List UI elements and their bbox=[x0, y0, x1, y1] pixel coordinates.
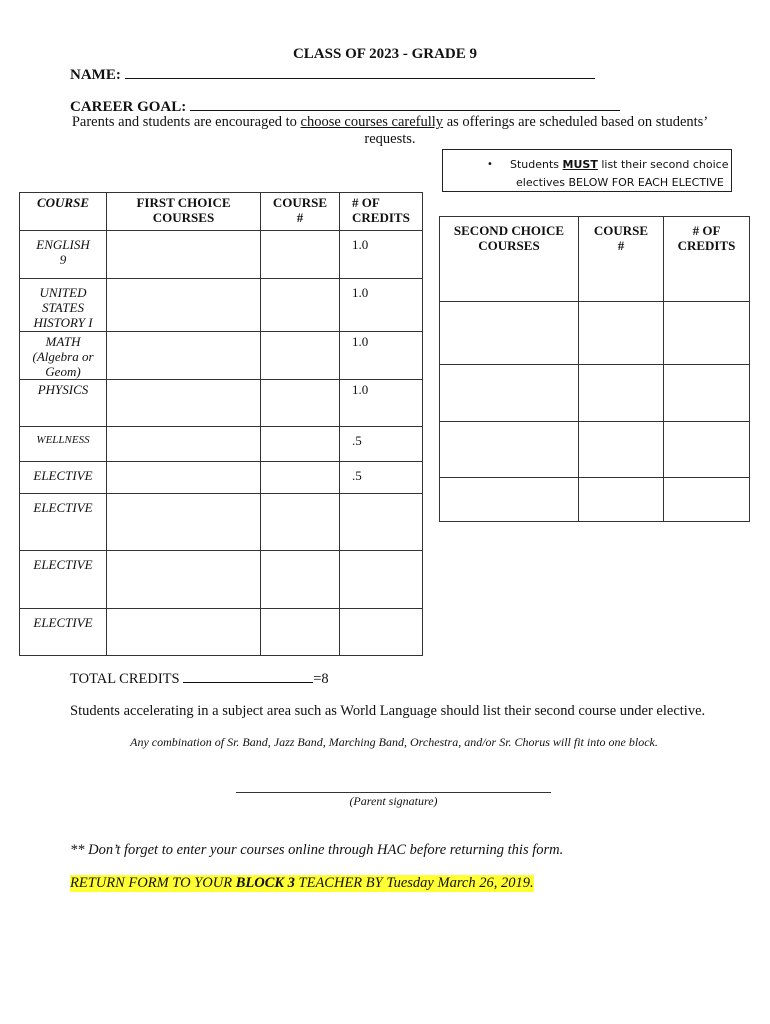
second-choice-input[interactable] bbox=[440, 365, 579, 422]
header-second-choice: SECOND CHOICE COURSES bbox=[440, 217, 579, 302]
table-row bbox=[20, 332, 423, 380]
intro-text-2: as offerings are scheduled based on students’ requests. bbox=[364, 114, 709, 147]
second-choice-input[interactable] bbox=[440, 422, 579, 478]
course-name: ELECTIVE bbox=[20, 494, 107, 551]
course-name: ELECTIVE bbox=[20, 609, 107, 656]
career-goal-input-line[interactable] bbox=[190, 96, 620, 111]
credits-input[interactable] bbox=[340, 609, 423, 656]
course-number-input[interactable] bbox=[579, 422, 664, 478]
total-credits-input-line[interactable] bbox=[183, 668, 313, 683]
credits-input[interactable] bbox=[664, 302, 750, 365]
signature-label: (Parent signature) bbox=[349, 794, 438, 808]
course-number-input[interactable] bbox=[261, 551, 340, 609]
intro-underlined: choose courses carefully bbox=[300, 114, 444, 130]
table-row bbox=[20, 551, 423, 609]
bullet-icon: • bbox=[487, 159, 493, 170]
course-number-input[interactable] bbox=[261, 427, 340, 462]
course-name: ENGLISH 9 bbox=[20, 231, 107, 279]
first-choice-table bbox=[19, 192, 423, 656]
name-field-row bbox=[70, 64, 595, 84]
return-prefix: RETURN FORM TO YOUR bbox=[70, 875, 236, 891]
table-row bbox=[20, 609, 423, 656]
total-credits-row bbox=[70, 668, 329, 688]
course-number-input[interactable] bbox=[579, 365, 664, 422]
total-credits-value: =8 bbox=[313, 671, 329, 687]
second-choice-input[interactable] bbox=[440, 302, 579, 365]
first-choice-input[interactable] bbox=[107, 279, 261, 332]
course-name: WELLNESS bbox=[20, 427, 107, 462]
second-choice-table bbox=[439, 216, 750, 522]
course-number-input[interactable] bbox=[261, 231, 340, 279]
instruction-box bbox=[442, 149, 732, 192]
name-label: NAME: bbox=[70, 67, 121, 83]
first-choice-input[interactable] bbox=[107, 332, 261, 380]
table-row bbox=[20, 462, 423, 494]
second-choice-input[interactable] bbox=[440, 478, 579, 522]
intro-text-1: Parents and students are encouraged to bbox=[71, 114, 301, 130]
first-choice-input[interactable] bbox=[107, 494, 261, 551]
credits-value: 1.0 bbox=[340, 332, 423, 380]
combination-note: Any combination of Sr. Band, Jazz Band, Marching Band, Orchestra, and/or Sr. Chorus will fit into one block. bbox=[130, 735, 658, 749]
intro-paragraph bbox=[60, 114, 720, 148]
credits-value: 1.0 bbox=[340, 380, 423, 427]
table-row bbox=[440, 478, 750, 522]
course-number-input[interactable] bbox=[261, 494, 340, 551]
first-choice-input[interactable] bbox=[107, 609, 261, 656]
return-deadline bbox=[70, 875, 534, 892]
first-choice-input[interactable] bbox=[107, 380, 261, 427]
header-credits: # OF CREDITS bbox=[340, 193, 423, 231]
table-row bbox=[20, 427, 423, 462]
course-number-input[interactable] bbox=[579, 478, 664, 522]
first-choice-input[interactable] bbox=[107, 551, 261, 609]
note-line-2: electives BELOW FOR EACH ELECTIVE bbox=[516, 176, 724, 189]
return-block: BLOCK 3 bbox=[235, 875, 295, 891]
return-suffix: TEACHER BY Tuesday March 26, 2019. bbox=[294, 875, 534, 891]
course-number-input[interactable] bbox=[261, 462, 340, 494]
career-goal-label: CAREER GOAL: bbox=[70, 99, 187, 115]
signature-line[interactable] bbox=[236, 792, 551, 793]
table-row bbox=[20, 494, 423, 551]
page-title: CLASS OF 2023 - GRADE 9 bbox=[292, 46, 478, 62]
credits-value: 1.0 bbox=[340, 231, 423, 279]
course-number-input[interactable] bbox=[579, 302, 664, 365]
credits-input[interactable] bbox=[664, 422, 750, 478]
credits-input[interactable] bbox=[340, 551, 423, 609]
table-row bbox=[20, 231, 423, 279]
table-header-row bbox=[440, 217, 750, 302]
note-emphasis: MUST bbox=[562, 158, 598, 171]
credits-input[interactable] bbox=[664, 365, 750, 422]
first-choice-input[interactable] bbox=[107, 462, 261, 494]
header-credits: # OF CREDITS bbox=[664, 217, 750, 302]
header-first-choice: FIRST CHOICE COURSES bbox=[107, 193, 261, 231]
accelerating-note: Students accelerating in a subject area such as World Language should list their second course under elective. bbox=[70, 703, 706, 719]
table-row bbox=[440, 422, 750, 478]
table-row bbox=[440, 365, 750, 422]
credits-value: 1.0 bbox=[340, 279, 423, 332]
credits-value: .5 bbox=[340, 462, 423, 494]
table-row bbox=[440, 302, 750, 365]
note-line-1: Students MUST list their second choice bbox=[510, 158, 729, 171]
table-row bbox=[20, 279, 423, 332]
course-name: UNITED STATES HISTORY I bbox=[20, 279, 107, 332]
credits-input[interactable] bbox=[664, 478, 750, 522]
first-choice-input[interactable] bbox=[107, 427, 261, 462]
career-goal-row bbox=[70, 96, 620, 116]
course-number-input[interactable] bbox=[261, 609, 340, 656]
course-name: PHYSICS bbox=[20, 380, 107, 427]
table-row bbox=[20, 380, 423, 427]
total-credits-label: TOTAL CREDITS bbox=[70, 671, 180, 687]
header-course-number: COURSE # bbox=[579, 217, 664, 302]
course-number-input[interactable] bbox=[261, 332, 340, 380]
header-course: COURSE bbox=[20, 193, 107, 231]
first-choice-input[interactable] bbox=[107, 231, 261, 279]
name-input-line[interactable] bbox=[125, 64, 595, 79]
course-number-input[interactable] bbox=[261, 380, 340, 427]
course-number-input[interactable] bbox=[261, 279, 340, 332]
table-header-row bbox=[20, 193, 423, 231]
hac-reminder: ** Don’t forget to enter your courses online through HAC before returning this form. bbox=[70, 842, 564, 858]
credits-value: .5 bbox=[340, 427, 423, 462]
credits-input[interactable] bbox=[340, 494, 423, 551]
course-name: MATH (Algebra or Geom) bbox=[20, 332, 107, 380]
course-name: ELECTIVE bbox=[20, 551, 107, 609]
course-name: ELECTIVE bbox=[20, 462, 107, 494]
header-course-number: COURSE # bbox=[261, 193, 340, 231]
